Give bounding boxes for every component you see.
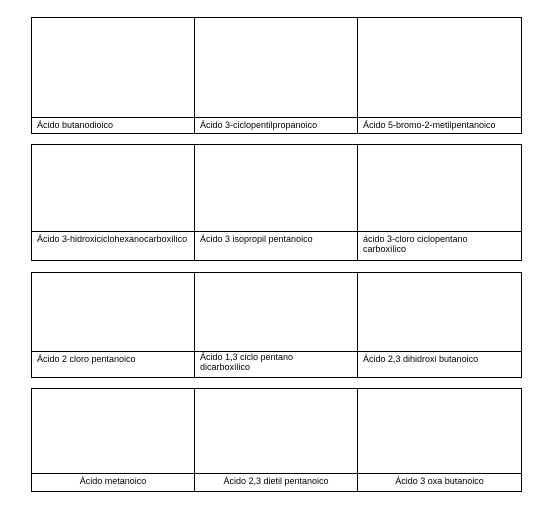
compound-name: Ácido 2,3 dihidroxi butanoico bbox=[363, 354, 479, 364]
compound-name: Ácido 2,3 dietil pentanoico bbox=[223, 476, 329, 486]
compound-name: Ácido 3-hidroxiciclohexanocarboxílico bbox=[37, 234, 188, 244]
compound-name-cell bbox=[358, 232, 522, 261]
drawing-row bbox=[32, 18, 522, 118]
compound-name: Ácido 3-ciclopentilpropanoico bbox=[200, 120, 318, 130]
drawing-row bbox=[32, 273, 522, 352]
drawing-row bbox=[32, 145, 522, 232]
drawing-cell[interactable] bbox=[32, 273, 195, 352]
drawing-cell[interactable] bbox=[32, 389, 195, 474]
compound-name-cell bbox=[195, 352, 358, 378]
drawing-cell[interactable] bbox=[358, 273, 522, 352]
worksheet-table-4 bbox=[31, 388, 522, 492]
compound-name-cell bbox=[32, 118, 195, 134]
drawing-cell[interactable] bbox=[32, 18, 195, 118]
worksheet-table-1 bbox=[31, 17, 522, 134]
compound-name-cell bbox=[358, 352, 522, 378]
label-row bbox=[32, 474, 522, 492]
compound-name: Ácido 3 oxa butanoico bbox=[395, 476, 484, 486]
compound-name-cell bbox=[358, 118, 522, 134]
drawing-row bbox=[32, 389, 522, 474]
drawing-cell[interactable] bbox=[32, 145, 195, 232]
compound-name-cell bbox=[32, 352, 195, 378]
compound-name: Ácido 1,3 ciclo pentano dicarboxílico bbox=[200, 352, 294, 372]
compound-name-cell bbox=[195, 118, 358, 134]
worksheet-table-2 bbox=[31, 144, 522, 261]
compound-name: ácido 3-cloro ciclopentano carboxílico bbox=[363, 234, 468, 254]
drawing-cell[interactable] bbox=[195, 145, 358, 232]
compound-name: Ácido 2 cloro pentanoico bbox=[37, 354, 136, 364]
compound-name-cell bbox=[358, 474, 522, 492]
label-row bbox=[32, 352, 522, 378]
label-row bbox=[32, 232, 522, 261]
compound-name-cell bbox=[32, 474, 195, 492]
drawing-cell[interactable] bbox=[358, 18, 522, 118]
drawing-cell[interactable] bbox=[195, 389, 358, 474]
drawing-cell[interactable] bbox=[195, 273, 358, 352]
compound-name-cell bbox=[195, 232, 358, 261]
drawing-cell[interactable] bbox=[358, 145, 522, 232]
drawing-cell[interactable] bbox=[358, 389, 522, 474]
compound-name: Ácido metanoico bbox=[79, 476, 147, 486]
drawing-cell[interactable] bbox=[195, 18, 358, 118]
compound-name: Ácido butanodioico bbox=[37, 120, 114, 130]
label-row bbox=[32, 118, 522, 134]
worksheet-table-3 bbox=[31, 272, 522, 378]
compound-name: Ácido 5-bromo-2-metilpentanoico bbox=[363, 120, 496, 130]
compound-name-cell bbox=[32, 232, 195, 261]
compound-name: Ácido 3 isopropil pentanoico bbox=[200, 234, 313, 244]
compound-name-cell bbox=[195, 474, 358, 492]
